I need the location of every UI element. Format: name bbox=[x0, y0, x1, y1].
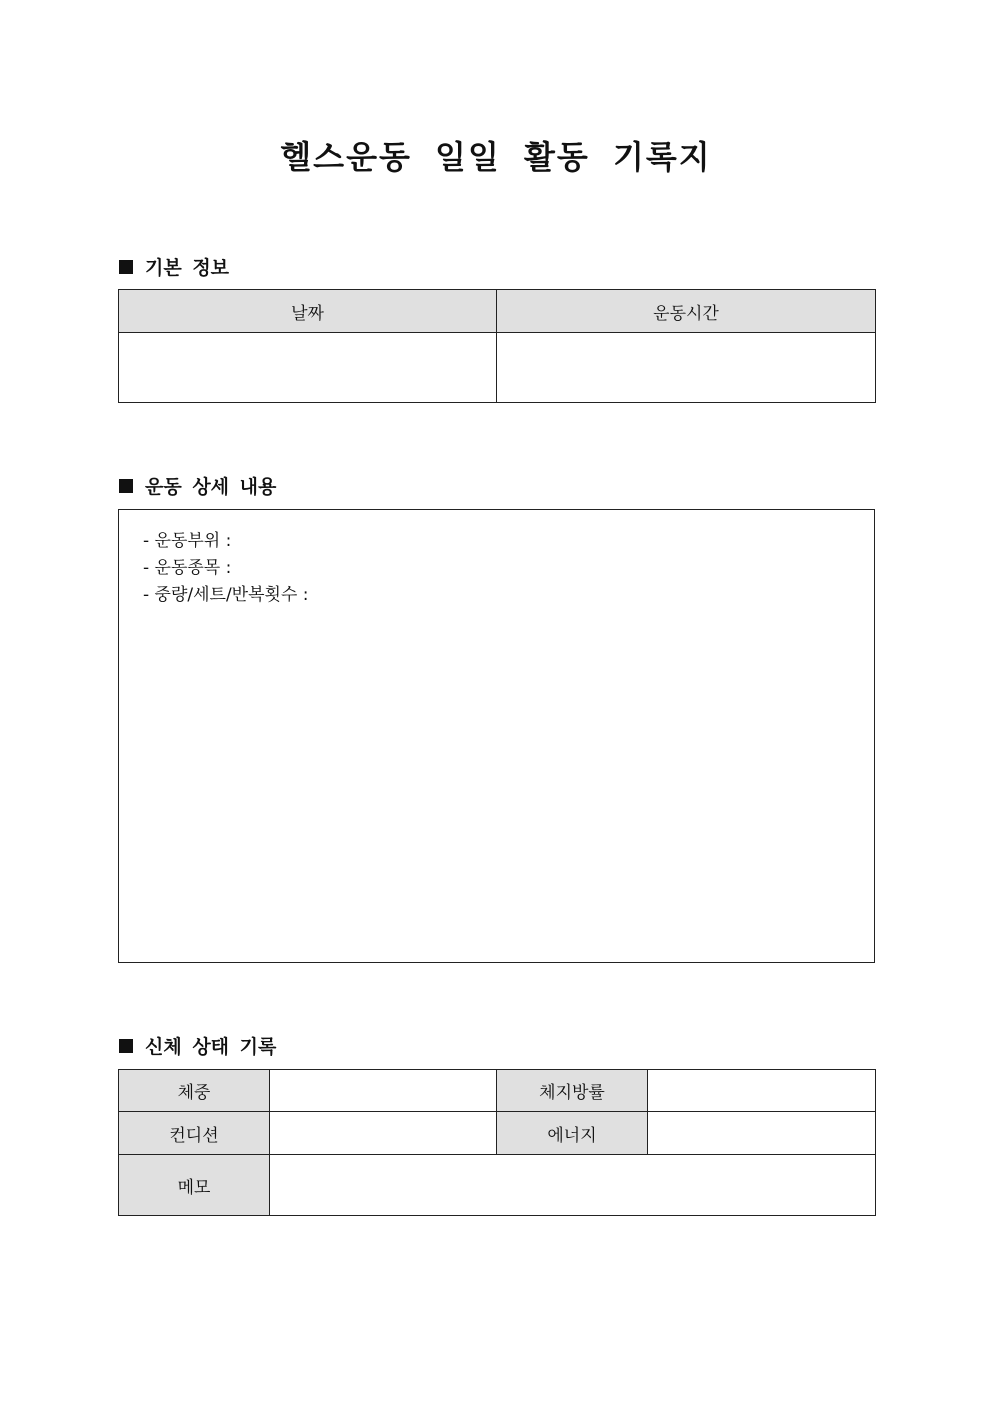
condition-label: 컨디션 bbox=[119, 1112, 270, 1155]
weight-label: 체중 bbox=[119, 1070, 270, 1112]
square-bullet-icon bbox=[119, 260, 133, 274]
section-heading-text: 운동 상세 내용 bbox=[145, 476, 277, 498]
square-bullet-icon bbox=[119, 479, 133, 493]
section-heading-basic-info bbox=[119, 253, 229, 280]
energy-label: 에너지 bbox=[497, 1112, 648, 1155]
basic-info-table bbox=[118, 289, 876, 403]
exercise-detail-list bbox=[143, 528, 874, 609]
condition-field[interactable] bbox=[270, 1112, 497, 1155]
memo-field[interactable] bbox=[270, 1155, 876, 1216]
exercise-time-header: 운동시간 bbox=[497, 290, 876, 333]
list-item-body-part: - 운동부위 : bbox=[143, 531, 232, 551]
section-heading-body-status bbox=[119, 1032, 276, 1059]
exercise-detail-box[interactable] bbox=[118, 509, 875, 963]
exercise-time-field[interactable] bbox=[497, 333, 876, 403]
body-status-table bbox=[118, 1069, 876, 1216]
memo-label: 메모 bbox=[119, 1155, 270, 1216]
weight-field[interactable] bbox=[270, 1070, 497, 1112]
list-item-weight-sets-reps: - 중량/세트/반복횟수 : bbox=[143, 585, 309, 605]
page-title: 헬스운동 일일 활동 기록지 bbox=[280, 138, 712, 176]
section-heading-text: 신체 상태 기록 bbox=[145, 1036, 277, 1058]
date-header: 날짜 bbox=[119, 290, 497, 333]
section-heading-text: 기본 정보 bbox=[145, 257, 230, 279]
square-bullet-icon bbox=[119, 1039, 133, 1053]
body-fat-label: 체지방률 bbox=[497, 1070, 648, 1112]
date-field[interactable] bbox=[119, 333, 497, 403]
list-item-exercise-type: - 운동종목 : bbox=[143, 558, 232, 578]
section-heading-exercise-detail bbox=[119, 472, 276, 499]
energy-field[interactable] bbox=[648, 1112, 876, 1155]
body-fat-field[interactable] bbox=[648, 1070, 876, 1112]
